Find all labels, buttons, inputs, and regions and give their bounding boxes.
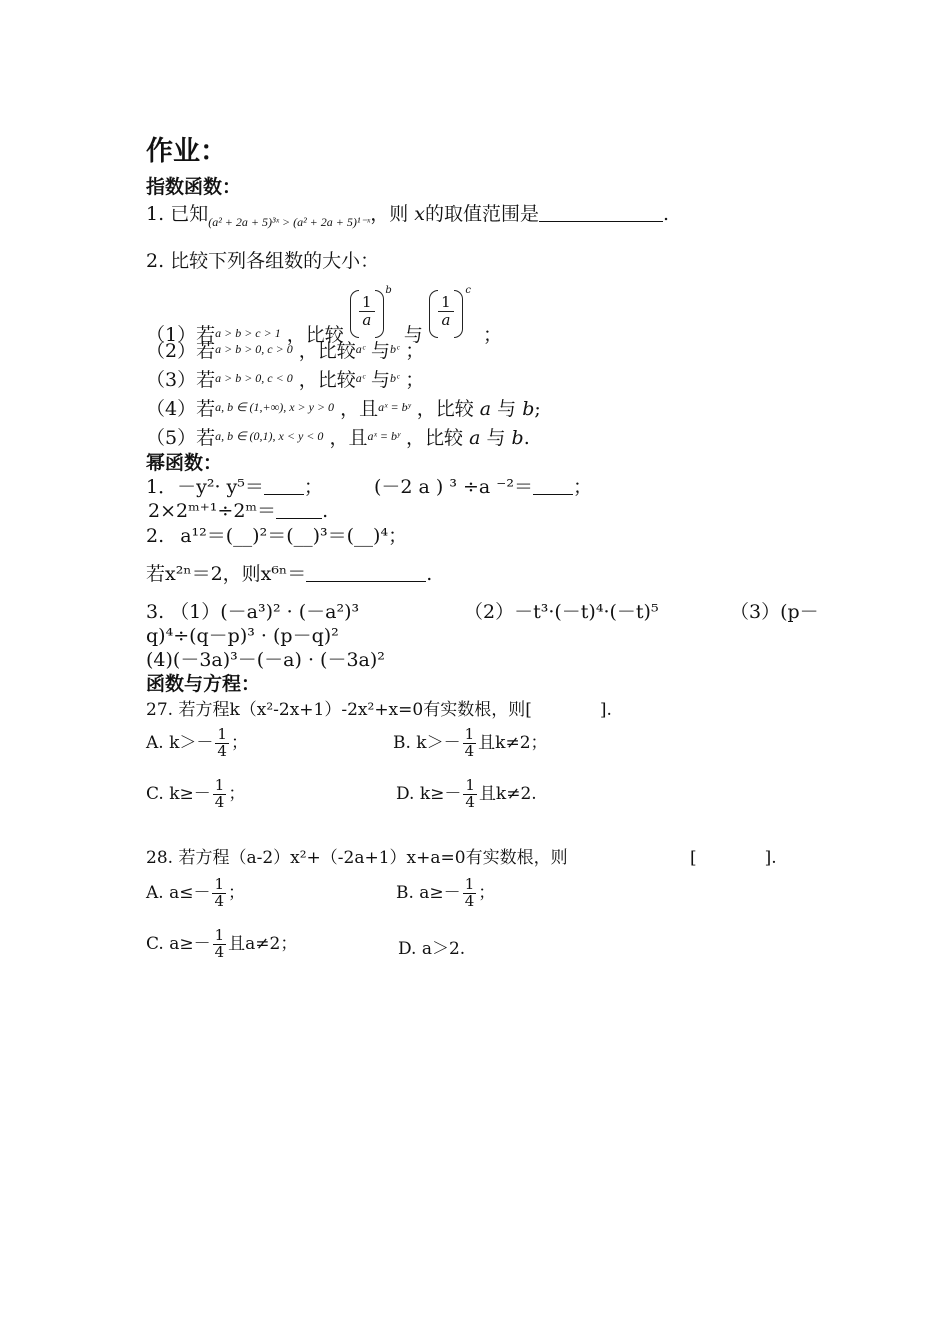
question-27: 27. 若方程k（x²-2x+1）-2x²+x=0有实数根，则[ ]. bbox=[146, 700, 612, 720]
power-l4-x: x⁶ⁿ＝ bbox=[260, 563, 307, 585]
item-number: （3）若 bbox=[146, 369, 216, 391]
item-condition: a > b > 0, c > 0 bbox=[215, 342, 293, 356]
question-28: 28. 若方程（a-2）x²+（-2a+1）x+a=0有实数根，则 bbox=[146, 848, 568, 868]
item-condition: a, b ∈ (1,+∞), x > y > 0 bbox=[215, 400, 335, 414]
item-condition: a, b ∈ (0,1), x < y < 0 bbox=[215, 429, 324, 443]
fraction: $\frac{1}{4}$ bbox=[465, 776, 475, 811]
power-fraction-rhs: 1 a c bbox=[429, 290, 463, 338]
item-end: ； bbox=[405, 340, 425, 362]
power-line-5c: （3）(p－ bbox=[730, 601, 819, 623]
item-number: （1）若 bbox=[146, 324, 216, 346]
option-label: A. k＞－ bbox=[146, 732, 214, 753]
fraction: $\frac{1}{4}$ bbox=[217, 725, 227, 760]
power-end-2: ； bbox=[572, 476, 592, 498]
item-end: ； bbox=[405, 369, 425, 391]
power-expr-2: (－2 a ) ³ ÷a ⁻²＝ bbox=[374, 476, 533, 498]
item-condition: a > b > c > 1 bbox=[215, 326, 281, 340]
option-end: 且a≠2； bbox=[228, 933, 298, 954]
q28-option-c[interactable] bbox=[146, 928, 297, 961]
item-equation: aˣ = bʸ bbox=[367, 429, 400, 443]
option-label: B. a≥－ bbox=[396, 882, 461, 903]
power-line-1 bbox=[146, 478, 323, 497]
option-label: C. k≥－ bbox=[146, 783, 211, 804]
q1-variable: x bbox=[414, 203, 425, 225]
q1-prefix: 已知 bbox=[170, 203, 209, 225]
item-mid: ，且 bbox=[340, 398, 379, 420]
compare-item-3 bbox=[146, 371, 424, 390]
power-line-4 bbox=[146, 565, 432, 584]
q1-end: . bbox=[662, 203, 670, 225]
option-label: D. a＞2. bbox=[398, 939, 466, 959]
answer-blank[interactable] bbox=[306, 565, 426, 582]
item-yu: 与 bbox=[370, 369, 390, 391]
power-expr-3: 2×2ᵐ⁺¹÷2ᵐ＝ bbox=[148, 500, 277, 522]
q1-suffix-a: ，则 bbox=[370, 203, 409, 225]
power-line-2 bbox=[148, 502, 328, 521]
compare-item-1 bbox=[146, 285, 502, 346]
item-mid: ，比较 bbox=[298, 369, 356, 391]
question-2: 2. 比较下列各组数的大小： bbox=[146, 250, 380, 272]
var-b: b bbox=[511, 427, 524, 449]
item-lhs: aᶜ bbox=[355, 371, 365, 385]
fraction: $\frac{1}{4}$ bbox=[214, 926, 225, 961]
compare-item-2 bbox=[146, 342, 424, 361]
item-yu: 与 bbox=[486, 427, 506, 449]
answer-blank[interactable] bbox=[264, 478, 304, 495]
item-yu: 与 bbox=[497, 398, 517, 420]
option-label: B. k＞－ bbox=[393, 732, 461, 753]
item-yu: 与 bbox=[370, 340, 390, 362]
fraction: $\frac{1}{4}$ bbox=[464, 875, 475, 910]
option-label: D. k≥－ bbox=[396, 783, 462, 804]
power-l4-end: . bbox=[426, 563, 433, 585]
power-line-3 bbox=[146, 527, 407, 546]
option-end: 且k≠2. bbox=[478, 783, 537, 804]
q27-option-a[interactable] bbox=[146, 727, 248, 760]
item-end: ； bbox=[482, 324, 502, 346]
item-rhs: bᶜ bbox=[390, 371, 400, 385]
option-end: ； bbox=[228, 783, 246, 804]
item-yu: 与 bbox=[403, 324, 423, 346]
q1-suffix-b: 的取值范围是 bbox=[424, 203, 539, 225]
item-mid: ，且 bbox=[329, 427, 368, 449]
q1-number: 1. bbox=[146, 203, 165, 225]
compare-item-5 bbox=[146, 429, 530, 448]
fraction: $\frac{1}{4}$ bbox=[214, 875, 225, 910]
var-a: a bbox=[469, 427, 481, 449]
item-rhs: bᶜ bbox=[390, 342, 400, 356]
q27-option-b[interactable] bbox=[393, 727, 548, 760]
option-end: ； bbox=[478, 882, 496, 903]
power-expr-1: 1．－y²· y⁵＝ bbox=[146, 476, 264, 498]
power-line-7: (4)(－3a)³－(－a) · (－3a)² bbox=[146, 649, 385, 671]
item-end: . bbox=[523, 427, 530, 449]
var-a: a bbox=[479, 398, 492, 420]
power-line-5a: 3. （1）(－a³)² · (－a²)³ bbox=[146, 601, 360, 623]
power-l4-mid: x²ⁿ＝2，则 bbox=[165, 563, 261, 585]
item-number: （5）若 bbox=[146, 427, 216, 449]
item-condition: a > b > 0, c < 0 bbox=[215, 371, 293, 385]
q28-option-a[interactable] bbox=[146, 877, 245, 910]
power-chain: a¹²＝(__)²＝(__)³＝(__)⁴； bbox=[180, 525, 408, 547]
q27-option-d[interactable] bbox=[396, 778, 537, 811]
power-num: 2. bbox=[146, 525, 165, 547]
item-lhs: aᶜ bbox=[355, 342, 365, 356]
item-mid: ，比较 bbox=[298, 340, 356, 362]
fraction: $\frac{1}{4}$ bbox=[214, 776, 225, 811]
power-line-1b bbox=[374, 478, 592, 497]
option-end: 且k≠2； bbox=[478, 732, 548, 753]
q1-formula: (a² + 2a + 5)³ˣ > (a² + 2a + 5)¹⁻ˣ bbox=[208, 215, 371, 229]
option-end: ； bbox=[230, 732, 248, 753]
answer-blank[interactable] bbox=[276, 502, 322, 519]
compare-item-4 bbox=[146, 400, 541, 419]
power-line-5b: （2）－t³·(－t)⁴·(－t)⁵ bbox=[464, 601, 659, 623]
q28-option-d[interactable] bbox=[398, 941, 465, 958]
power-l4-pre: 若 bbox=[146, 563, 166, 585]
item-number: （4）若 bbox=[146, 398, 216, 420]
option-label: C. a≥－ bbox=[146, 933, 211, 954]
item-mid: ，比较 bbox=[286, 324, 344, 346]
page-title: 作业： bbox=[146, 136, 227, 167]
section-heading-exponential: 指数函数： bbox=[146, 176, 242, 198]
answer-blank[interactable] bbox=[539, 205, 663, 222]
power-fraction-lhs: 1 a b bbox=[350, 290, 384, 338]
power-end-1: ； bbox=[303, 476, 323, 498]
section-heading-power: 幂函数： bbox=[146, 452, 223, 474]
item-tail: ，比较 bbox=[416, 398, 474, 420]
fraction: $\frac{1}{4}$ bbox=[464, 725, 475, 760]
q28-bracket: [ ]. bbox=[690, 848, 777, 868]
q27-option-c[interactable] bbox=[146, 778, 245, 811]
section-heading-equations: 函数与方程： bbox=[146, 673, 261, 695]
power-line-6: q)⁴÷(q－p)³ · (p－q)² bbox=[146, 625, 339, 647]
item-number: （2）若 bbox=[146, 340, 216, 362]
answer-blank[interactable] bbox=[533, 478, 573, 495]
item-end: ; bbox=[534, 398, 541, 420]
var-b: b bbox=[522, 398, 535, 420]
item-tail: ，比较 bbox=[406, 427, 464, 449]
power-end-3: . bbox=[322, 500, 329, 522]
question-1 bbox=[146, 203, 670, 229]
option-label: A. a≤－ bbox=[146, 882, 211, 903]
q28-option-b[interactable] bbox=[396, 877, 495, 910]
item-equation: aˣ = bʸ bbox=[378, 400, 411, 414]
option-end: ； bbox=[228, 882, 246, 903]
